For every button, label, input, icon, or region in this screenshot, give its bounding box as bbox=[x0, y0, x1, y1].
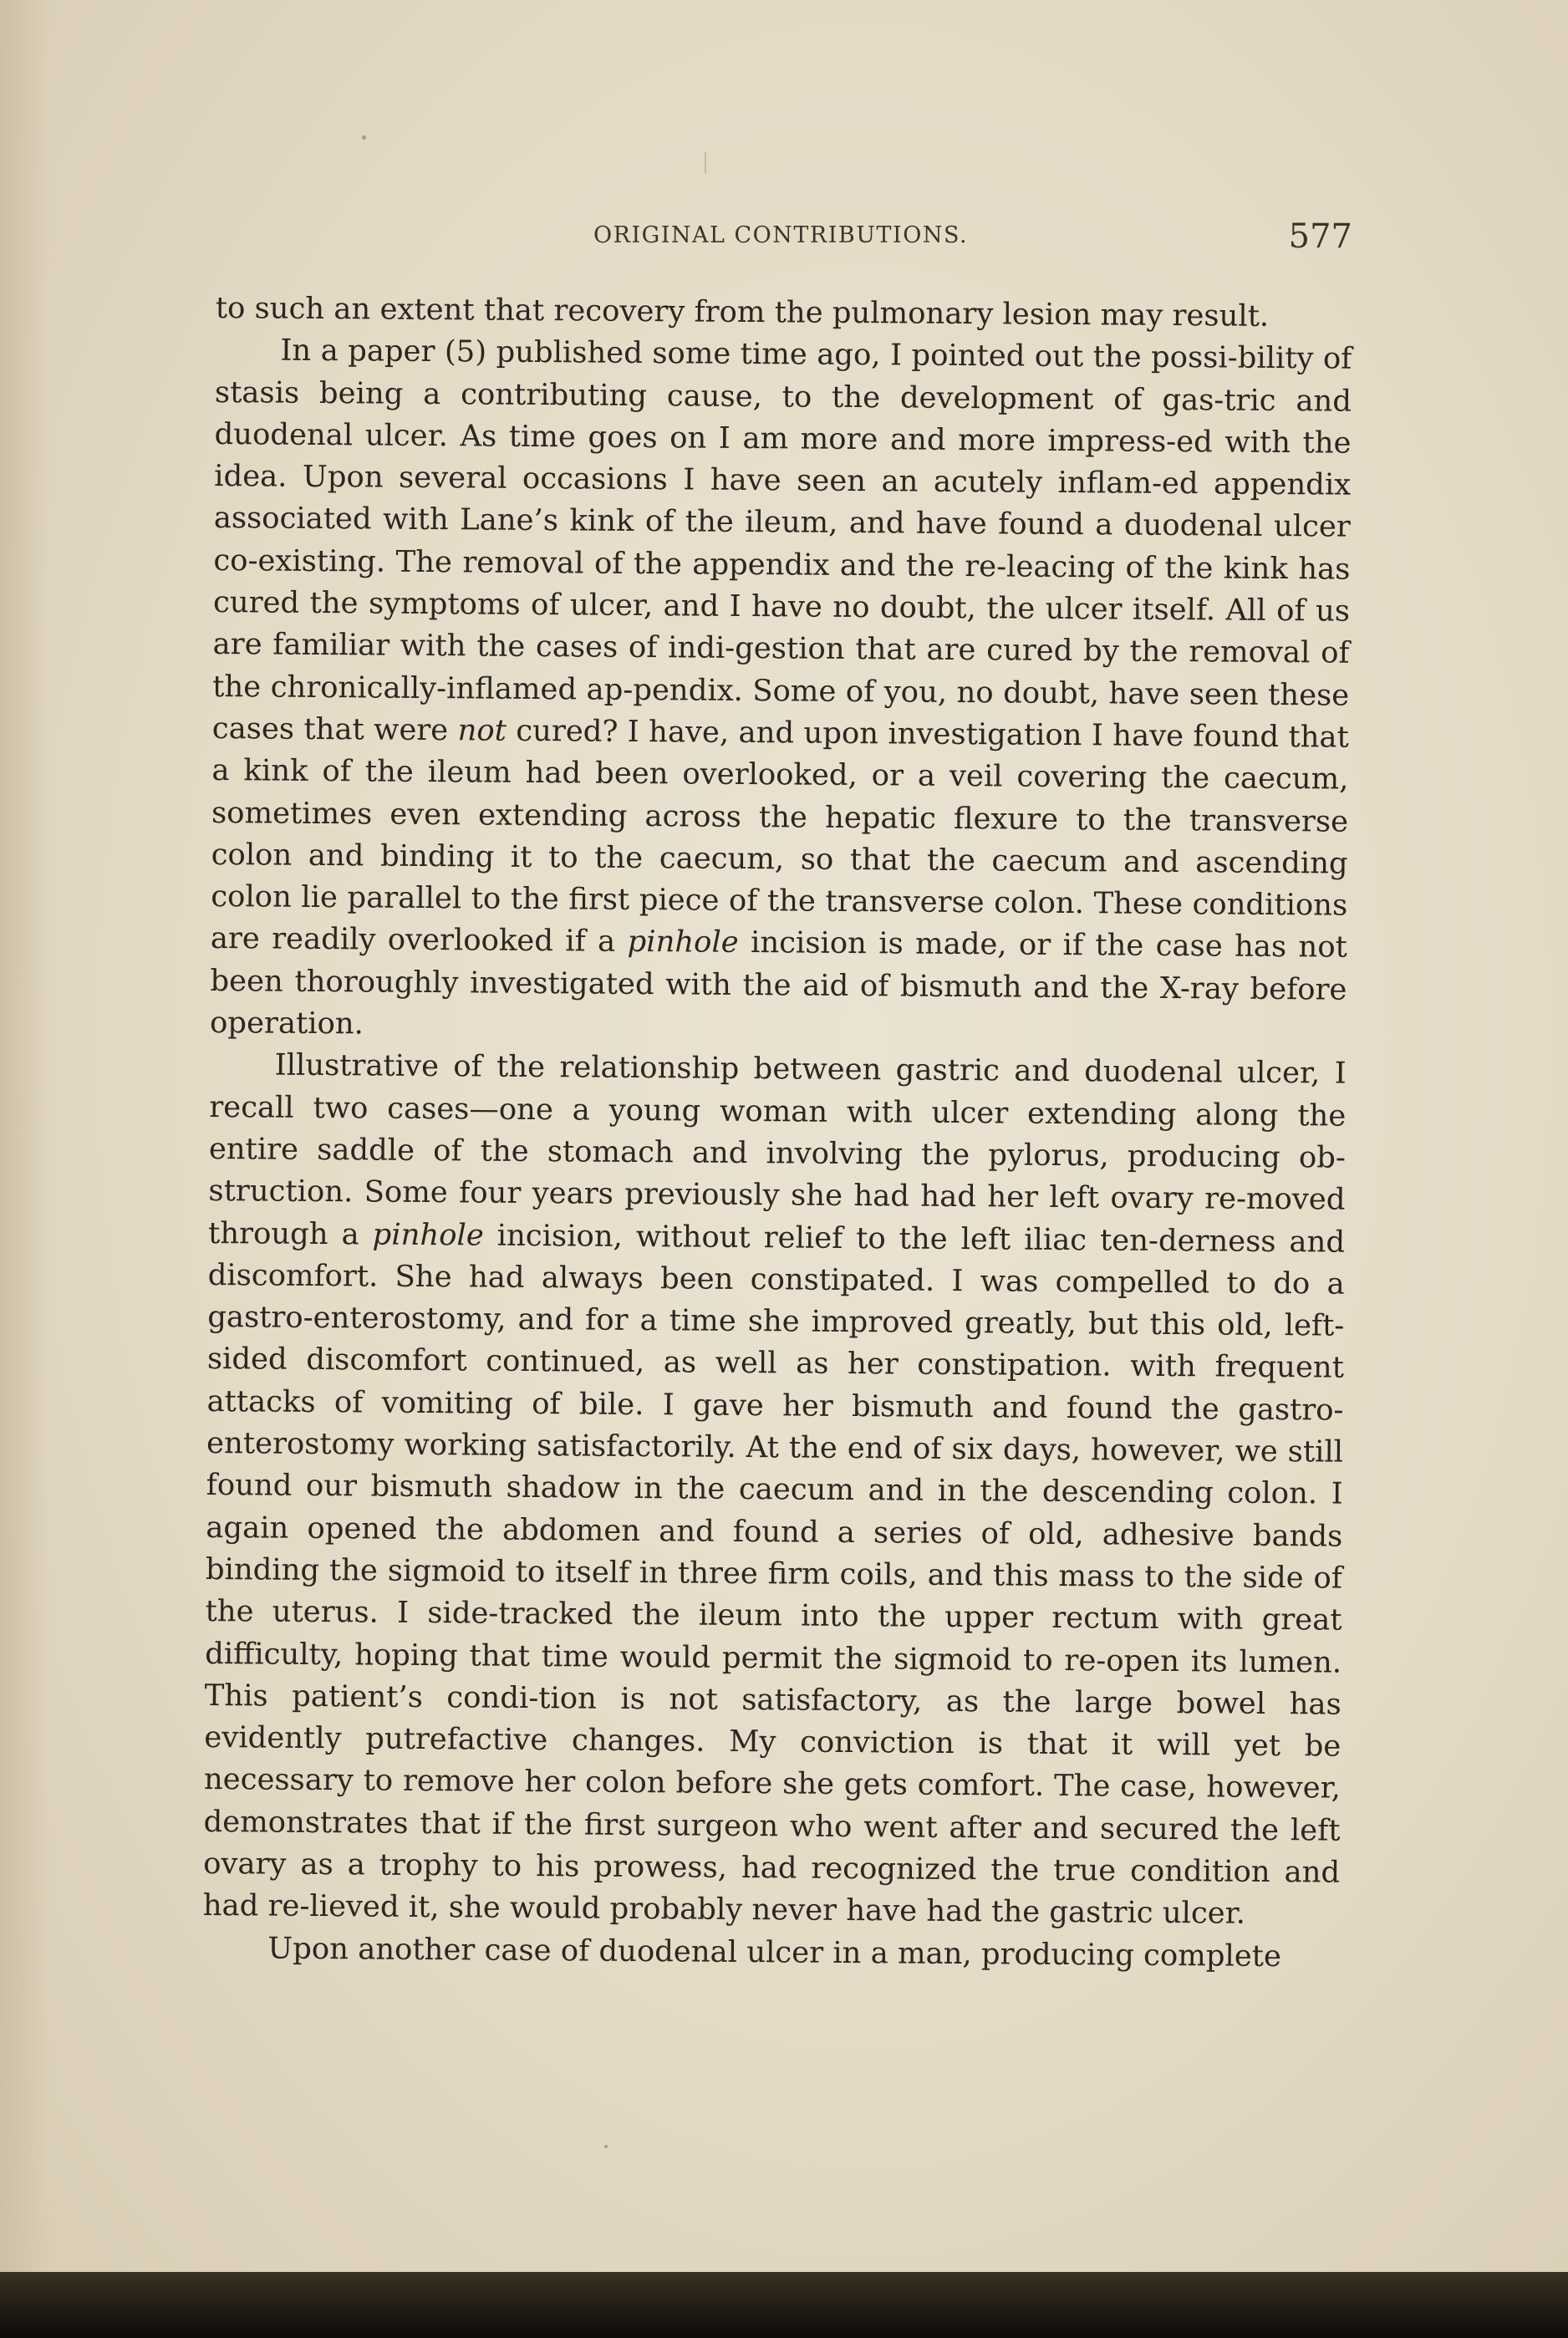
paper-speck bbox=[362, 135, 366, 140]
page-header bbox=[585, 217, 1362, 267]
running-head: ORIGINAL CONTRIBUTIONS. bbox=[593, 222, 969, 248]
paragraph-4: Upon another case of duodenal ulcer in a man, producing complete bbox=[267, 1931, 1282, 1974]
paragraph-1: to such an extent that recovery from the pulmonary lesion may result. bbox=[215, 290, 1270, 334]
paper-speck bbox=[705, 152, 706, 174]
paragraph-3-text-b: incision, without relief to the left iliac ten-derness and discomfort. She had always been constipated. I was compelled to do a gastro-enterostomy, and for a time she improved greatly, but this old, left-sided discomfort continued, as well as her constipation. with frequent attacks of vomiting of bile. I gave her bismuth and found the gastro-enterostomy working satisfactorily. At the end of six days, however, we still found our bismuth shadow in the caecum and in the descending colon. I again opened the abdomen and found a series of old, adhesive bands binding the sigmoid to itself in three firm coils, and this mass to the side of the uterus. I side-tracked the ileum into the upper rectum with great difficulty, hoping that time would permit the sigmoid to re-open its lumen. This patient’s condi-tion is not satisfactory, as the large bowel has evidently putrefactive changes. My conviction is that it will yet be necessary to remove her colon before she gets comfort. The case, however, demonstrates that if the first surgeon who went after and secured the left ovary as a trophy to his prowess, had recognized the true condition and had re-lieved it, she would probably never have had the gastric ulcer. bbox=[202, 1218, 1346, 1932]
page-bottom-edge bbox=[0, 2272, 1568, 2338]
page-number: 577 bbox=[1288, 217, 1352, 256]
paragraph-2 bbox=[210, 329, 1352, 1053]
emphasis-pinhole: pinhole bbox=[372, 1217, 484, 1253]
page-spine-shadow bbox=[0, 0, 50, 2307]
paragraph-2-text-b: cured? I have, and upon investigation I have found that a kink of the ileum had been overlooked, or a veil covering the caecum, sometimes even extending across the hepatic flexure to the transverse colon and binding it to the caecum, so that the caecum and ascending colon lie parallel to the first piece of the transverse colon. These conditions are readily overlooked if a bbox=[210, 713, 1349, 960]
paragraph-3 bbox=[203, 1044, 1347, 1936]
article-body bbox=[202, 288, 1352, 1978]
emphasis-not: not bbox=[457, 713, 507, 748]
paper-speck bbox=[604, 2145, 608, 2148]
paragraph-2-text-c: incision is made, or if the case has not been thoroughly investigated with the aid of bismuth and the X-ray before operation. bbox=[209, 925, 1348, 1042]
paragraph-2-text-a: In a paper (5) published some time ago, I pointed out the possi-bility of stasis being a contributing cause, to the development of gas-tric and duodenal ulcer. As time goes on I am more and more impress-ed with the idea. Upon several occasions I have seen an acutely inflam-ed appendix associated with Lane’s kink of the ileum, and have found a duodenal ulcer co-existing. The removal of the appendix and the re-leacing of the kink has cured the symptoms of ulcer, and I have no doubt, the ulcer itself. All of us are familiar with the cases of indi-gestion that are cured by the removal of the chronically-inflamed ap-pendix. Some of you, no doubt, have seen these cases that were bbox=[211, 333, 1352, 748]
emphasis-pinhole: pinhole bbox=[627, 925, 739, 960]
paragraph-3-text-a: Illustrative of the relationship between gastric and duodenal ulcer, I recall two cases—one a young woman with ulcer extending along the entire saddle of the stomach and involving the pylorus, producing ob-struction. Some four years previously she had had her left ovary re-moved through a bbox=[207, 1047, 1347, 1252]
